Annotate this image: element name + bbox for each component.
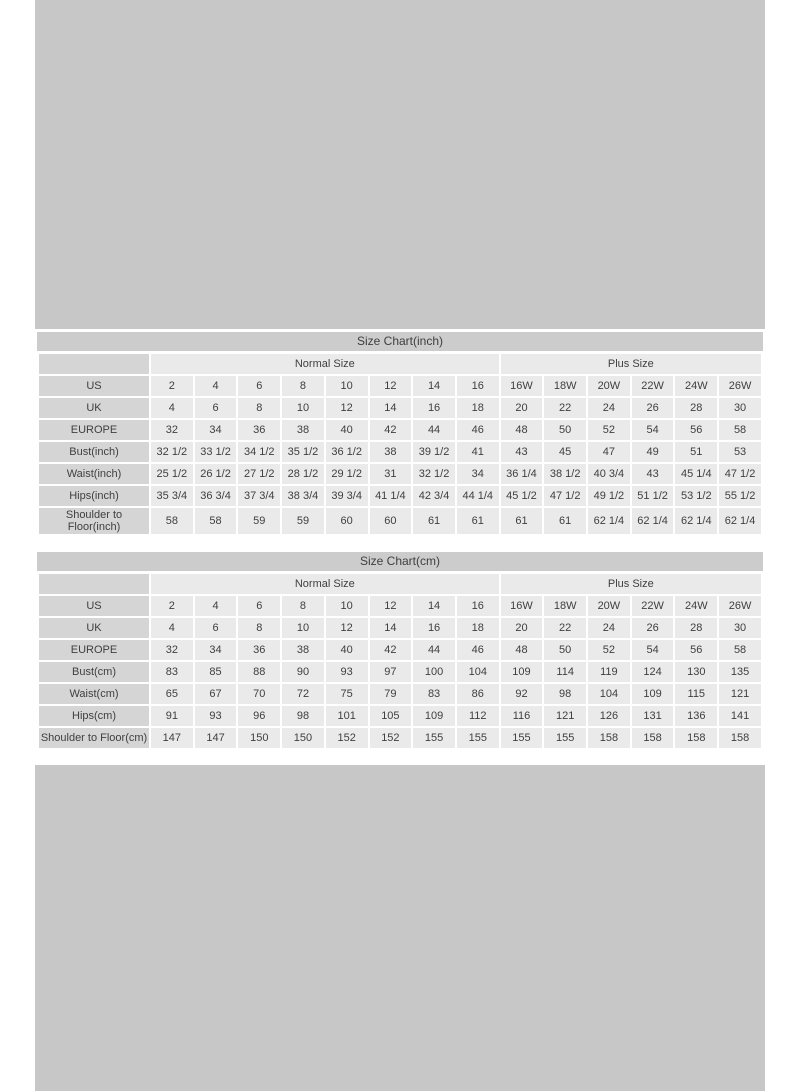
size-cell: 52 xyxy=(588,420,630,440)
size-cell: 4 xyxy=(195,376,237,396)
table-row xyxy=(39,464,761,484)
size-cell: 35 3/4 xyxy=(151,486,193,506)
size-cell: 6 xyxy=(195,618,237,638)
row-label: US xyxy=(39,376,149,396)
size-cell: 40 xyxy=(326,420,368,440)
size-cell: 38 xyxy=(370,442,412,462)
size-cell: 97 xyxy=(370,662,412,682)
size-cell: 46 xyxy=(457,420,499,440)
size-cell: 93 xyxy=(195,706,237,726)
size-cell: 54 xyxy=(632,640,674,660)
size-cell: 38 3/4 xyxy=(282,486,324,506)
size-cell: 147 xyxy=(195,728,237,748)
size-cell: 41 xyxy=(457,442,499,462)
size-cell: 96 xyxy=(238,706,280,726)
size-cell: 14 xyxy=(413,596,455,616)
size-cell: 8 xyxy=(238,398,280,418)
size-cell: 51 xyxy=(675,442,717,462)
row-label: UK xyxy=(39,618,149,638)
size-cell: 26W xyxy=(719,596,761,616)
size-table xyxy=(37,352,763,536)
size-cell: 8 xyxy=(282,596,324,616)
size-cell: 6 xyxy=(238,596,280,616)
row-label: Waist(inch) xyxy=(39,464,149,484)
size-cell: 43 xyxy=(632,464,674,484)
size-cell: 44 1/4 xyxy=(457,486,499,506)
corner-cell xyxy=(39,574,149,594)
size-cell: 45 1/2 xyxy=(501,486,543,506)
size-cell: 155 xyxy=(501,728,543,748)
size-cell: 6 xyxy=(238,376,280,396)
size-cell: 24 xyxy=(588,398,630,418)
table-title: Size Chart(inch) xyxy=(37,332,763,351)
size-cell: 136 xyxy=(675,706,717,726)
size-cell: 42 3/4 xyxy=(413,486,455,506)
table-row xyxy=(39,684,761,704)
size-cell: 12 xyxy=(370,596,412,616)
size-cell: 14 xyxy=(413,376,455,396)
size-cell: 155 xyxy=(413,728,455,748)
size-cell: 119 xyxy=(588,662,630,682)
size-cell: 44 xyxy=(413,420,455,440)
size-cell: 83 xyxy=(413,684,455,704)
group-header-row xyxy=(39,574,761,594)
size-cell: 147 xyxy=(151,728,193,748)
size-cell: 158 xyxy=(588,728,630,748)
size-cell: 26 xyxy=(632,398,674,418)
product-image-placeholder-top xyxy=(35,0,765,329)
size-cell: 16W xyxy=(501,376,543,396)
size-cell: 48 xyxy=(501,420,543,440)
size-cell: 38 xyxy=(282,640,324,660)
table-row xyxy=(39,728,761,748)
size-cell: 48 xyxy=(501,640,543,660)
table-row xyxy=(39,618,761,638)
size-chart-inch xyxy=(37,332,763,536)
size-cell: 65 xyxy=(151,684,193,704)
size-cell: 59 xyxy=(282,508,324,534)
row-label: EUROPE xyxy=(39,640,149,660)
size-cell: 58 xyxy=(195,508,237,534)
size-cell: 150 xyxy=(282,728,324,748)
size-cell: 28 xyxy=(675,618,717,638)
size-cell: 60 xyxy=(326,508,368,534)
size-cell: 158 xyxy=(632,728,674,748)
size-cell: 32 1/2 xyxy=(151,442,193,462)
size-cell: 37 3/4 xyxy=(238,486,280,506)
size-cell: 61 xyxy=(457,508,499,534)
size-cell: 43 xyxy=(501,442,543,462)
size-cell: 10 xyxy=(282,618,324,638)
size-cell: 32 xyxy=(151,420,193,440)
size-cell: 34 xyxy=(195,420,237,440)
size-cell: 53 xyxy=(719,442,761,462)
size-cell: 26 1/2 xyxy=(195,464,237,484)
size-cell: 50 xyxy=(544,640,586,660)
size-cell: 36 xyxy=(238,420,280,440)
size-cell: 24W xyxy=(675,376,717,396)
size-cell: 46 xyxy=(457,640,499,660)
size-cell: 18 xyxy=(457,398,499,418)
size-cell: 16W xyxy=(501,596,543,616)
size-cell: 10 xyxy=(282,398,324,418)
size-cell: 109 xyxy=(501,662,543,682)
size-cell: 155 xyxy=(457,728,499,748)
size-cell: 28 xyxy=(675,398,717,418)
group-header-row xyxy=(39,354,761,374)
table-row xyxy=(39,398,761,418)
size-cell: 16 xyxy=(457,596,499,616)
size-cell: 39 3/4 xyxy=(326,486,368,506)
size-cell: 158 xyxy=(675,728,717,748)
row-label: Waist(cm) xyxy=(39,684,149,704)
size-cell: 2 xyxy=(151,596,193,616)
size-cell: 101 xyxy=(326,706,368,726)
size-cell: 61 xyxy=(501,508,543,534)
size-cell: 16 xyxy=(413,618,455,638)
size-cell: 131 xyxy=(632,706,674,726)
size-cell: 44 xyxy=(413,640,455,660)
size-cell: 98 xyxy=(282,706,324,726)
size-cell: 47 1/2 xyxy=(719,464,761,484)
size-cell: 104 xyxy=(588,684,630,704)
size-cell: 42 xyxy=(370,640,412,660)
size-cell: 104 xyxy=(457,662,499,682)
group-header: Normal Size xyxy=(151,574,499,594)
size-cell: 36 xyxy=(238,640,280,660)
size-cell: 112 xyxy=(457,706,499,726)
size-cell: 92 xyxy=(501,684,543,704)
size-cell: 72 xyxy=(282,684,324,704)
size-cell: 62 1/4 xyxy=(632,508,674,534)
size-cell: 61 xyxy=(544,508,586,534)
size-cell: 116 xyxy=(501,706,543,726)
size-cell: 24 xyxy=(588,618,630,638)
size-cell: 126 xyxy=(588,706,630,726)
size-cell: 29 1/2 xyxy=(326,464,368,484)
size-cell: 4 xyxy=(151,398,193,418)
size-cell: 58 xyxy=(719,640,761,660)
size-cell: 34 1/2 xyxy=(238,442,280,462)
size-cell: 36 3/4 xyxy=(195,486,237,506)
table-row xyxy=(39,508,761,534)
group-header: Normal Size xyxy=(151,354,499,374)
row-label: Shoulder to Floor(inch) xyxy=(39,508,149,534)
size-cell: 141 xyxy=(719,706,761,726)
size-cell: 58 xyxy=(719,420,761,440)
size-cell: 32 xyxy=(151,640,193,660)
size-cell: 51 1/2 xyxy=(632,486,674,506)
table-row xyxy=(39,596,761,616)
size-cell: 155 xyxy=(544,728,586,748)
size-cell: 60 xyxy=(370,508,412,534)
size-cell: 22W xyxy=(632,376,674,396)
size-cell: 6 xyxy=(195,398,237,418)
table-row xyxy=(39,640,761,660)
size-cell: 150 xyxy=(238,728,280,748)
size-cell: 26 xyxy=(632,618,674,638)
size-cell: 26W xyxy=(719,376,761,396)
size-cell: 49 1/2 xyxy=(588,486,630,506)
size-cell: 67 xyxy=(195,684,237,704)
row-label: UK xyxy=(39,398,149,418)
size-cell: 115 xyxy=(675,684,717,704)
size-cell: 62 1/4 xyxy=(675,508,717,534)
size-cell: 40 xyxy=(326,640,368,660)
size-cell: 10 xyxy=(326,376,368,396)
size-cell: 100 xyxy=(413,662,455,682)
row-label: EUROPE xyxy=(39,420,149,440)
size-cell: 52 xyxy=(588,640,630,660)
size-cell: 2 xyxy=(151,376,193,396)
size-cell: 75 xyxy=(326,684,368,704)
size-cell: 47 xyxy=(588,442,630,462)
row-label: Hips(inch) xyxy=(39,486,149,506)
row-label: Hips(cm) xyxy=(39,706,149,726)
size-cell: 20 xyxy=(501,398,543,418)
size-cell: 18 xyxy=(457,618,499,638)
size-cell: 32 1/2 xyxy=(413,464,455,484)
size-cell: 98 xyxy=(544,684,586,704)
size-cell: 33 1/2 xyxy=(195,442,237,462)
size-cell: 18W xyxy=(544,376,586,396)
table-title: Size Chart(cm) xyxy=(37,552,763,571)
size-cell: 55 1/2 xyxy=(719,486,761,506)
size-cell: 10 xyxy=(326,596,368,616)
size-cell: 93 xyxy=(326,662,368,682)
size-cell: 34 xyxy=(195,640,237,660)
size-cell: 25 1/2 xyxy=(151,464,193,484)
product-image-placeholder-bottom xyxy=(35,765,765,1091)
size-cell: 90 xyxy=(282,662,324,682)
size-cell: 40 3/4 xyxy=(588,464,630,484)
size-cell: 31 xyxy=(370,464,412,484)
size-cell: 45 xyxy=(544,442,586,462)
group-header: Plus Size xyxy=(501,354,761,374)
row-label: Shoulder to Floor(cm) xyxy=(39,728,149,748)
size-cell: 62 1/4 xyxy=(719,508,761,534)
size-cell: 121 xyxy=(544,706,586,726)
table-row xyxy=(39,376,761,396)
size-cell: 70 xyxy=(238,684,280,704)
table-row xyxy=(39,486,761,506)
table-row xyxy=(39,662,761,682)
size-cell: 56 xyxy=(675,640,717,660)
size-cell: 36 1/4 xyxy=(501,464,543,484)
size-cell: 49 xyxy=(632,442,674,462)
size-cell: 16 xyxy=(457,376,499,396)
size-cell: 54 xyxy=(632,420,674,440)
size-cell: 58 xyxy=(151,508,193,534)
size-cell: 20W xyxy=(588,376,630,396)
size-cell: 4 xyxy=(195,596,237,616)
row-label: Bust(cm) xyxy=(39,662,149,682)
size-cell: 121 xyxy=(719,684,761,704)
size-cell: 39 1/2 xyxy=(413,442,455,462)
size-cell: 135 xyxy=(719,662,761,682)
size-chart-cm xyxy=(37,552,763,750)
size-cell: 105 xyxy=(370,706,412,726)
size-cell: 47 1/2 xyxy=(544,486,586,506)
size-cell: 152 xyxy=(326,728,368,748)
size-cell: 20W xyxy=(588,596,630,616)
size-cell: 18W xyxy=(544,596,586,616)
size-cell: 152 xyxy=(370,728,412,748)
size-cell: 130 xyxy=(675,662,717,682)
size-cell: 85 xyxy=(195,662,237,682)
table-row xyxy=(39,420,761,440)
size-cell: 12 xyxy=(370,376,412,396)
row-label: Bust(inch) xyxy=(39,442,149,462)
size-cell: 14 xyxy=(370,398,412,418)
size-table xyxy=(37,572,763,750)
size-cell: 8 xyxy=(238,618,280,638)
size-cell: 61 xyxy=(413,508,455,534)
table-row xyxy=(39,706,761,726)
size-cell: 22 xyxy=(544,618,586,638)
size-cell: 16 xyxy=(413,398,455,418)
size-cell: 35 1/2 xyxy=(282,442,324,462)
size-cell: 91 xyxy=(151,706,193,726)
corner-cell xyxy=(39,354,149,374)
size-cell: 30 xyxy=(719,618,761,638)
size-cell: 50 xyxy=(544,420,586,440)
size-cell: 38 xyxy=(282,420,324,440)
size-cell: 41 1/4 xyxy=(370,486,412,506)
size-charts xyxy=(37,332,763,750)
size-cell: 27 1/2 xyxy=(238,464,280,484)
size-cell: 109 xyxy=(413,706,455,726)
size-cell: 124 xyxy=(632,662,674,682)
size-cell: 59 xyxy=(238,508,280,534)
size-cell: 158 xyxy=(719,728,761,748)
size-cell: 53 1/2 xyxy=(675,486,717,506)
size-cell: 114 xyxy=(544,662,586,682)
size-cell: 8 xyxy=(282,376,324,396)
size-cell: 28 1/2 xyxy=(282,464,324,484)
table-row xyxy=(39,442,761,462)
row-label: US xyxy=(39,596,149,616)
size-cell: 22W xyxy=(632,596,674,616)
size-cell: 24W xyxy=(675,596,717,616)
size-cell: 38 1/2 xyxy=(544,464,586,484)
size-cell: 20 xyxy=(501,618,543,638)
size-cell: 34 xyxy=(457,464,499,484)
size-cell: 12 xyxy=(326,398,368,418)
size-cell: 4 xyxy=(151,618,193,638)
size-cell: 79 xyxy=(370,684,412,704)
size-cell: 45 1/4 xyxy=(675,464,717,484)
size-cell: 30 xyxy=(719,398,761,418)
group-header: Plus Size xyxy=(501,574,761,594)
size-cell: 12 xyxy=(326,618,368,638)
size-cell: 88 xyxy=(238,662,280,682)
size-cell: 42 xyxy=(370,420,412,440)
size-cell: 22 xyxy=(544,398,586,418)
size-cell: 62 1/4 xyxy=(588,508,630,534)
size-cell: 14 xyxy=(370,618,412,638)
size-cell: 109 xyxy=(632,684,674,704)
size-cell: 56 xyxy=(675,420,717,440)
size-cell: 83 xyxy=(151,662,193,682)
size-cell: 86 xyxy=(457,684,499,704)
size-cell: 36 1/2 xyxy=(326,442,368,462)
